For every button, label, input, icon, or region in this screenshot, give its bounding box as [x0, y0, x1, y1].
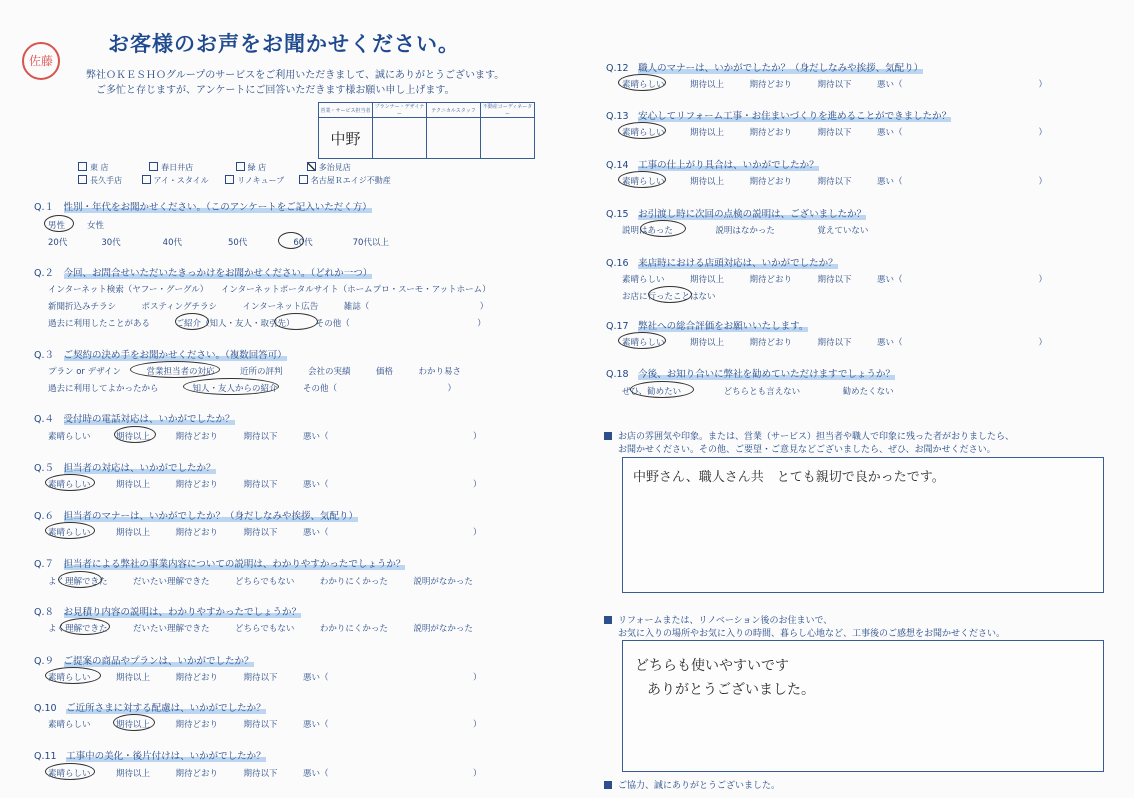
question-6: Q.６ 担当者のマナーは、いかがでしたか？（身だしなみや挨拶、気配り） [34, 511, 359, 522]
staff-header-sales: 営業・サービス担当者 [319, 103, 373, 118]
staff-table [318, 102, 535, 159]
answer-circle [45, 667, 101, 684]
answer-circle [114, 426, 156, 443]
branch-checkbox[interactable]: アイ・スタイル [142, 176, 209, 185]
q15-options: 説明はあった 説明はなかった 覚えていない [622, 226, 869, 236]
q2-row-2: 新聞折込みチラシ ポスティングチラシ インターネット広告 雑誌（ ） [48, 302, 489, 312]
staff-header-realestate: 不動産コーディネーター [481, 103, 535, 118]
q7-options: よく理解できた だいたい理解できた どちらでもない わかりにくかった 説明がなかった [48, 577, 473, 587]
branch-checkbox[interactable]: 長久手店 [78, 176, 122, 185]
staff-value-planner[interactable] [373, 118, 427, 159]
question-13: Q.13 安心してリフォーム工事・お住まいづくりを進めることができましたか？ [606, 111, 952, 122]
comment2-answer-line-2: ありがとうございました。 [647, 682, 815, 698]
q8-options: よく理解できた だいたい理解できた どちらでもない わかりにくかった 説明がなかった [48, 624, 473, 634]
q3-row-1: プラン or デザイン 営業担当者の対応 近所の評判 会社の実績 価格 わかり易さ [48, 367, 462, 377]
comment1-answer: 中野さん、職人さん共 とても親切で良かったです。 [633, 470, 945, 485]
option-age[interactable]: 70代以上 [352, 238, 389, 248]
branch-checkbox[interactable]: 名古屋Ｒエイジ不動産 [299, 176, 391, 185]
answer-circle [58, 571, 102, 588]
q2-row-1: インターネット検索（ヤフー・グーグル） インターネットポータルサイト（ホームプロ・スーモ・アットホーム） [48, 285, 491, 295]
option-female[interactable]: 女性 [87, 221, 105, 231]
branch-checkbox[interactable]: リノキューブ [225, 176, 284, 185]
comment2-prompt-2: お気に入りの場所やお気に入りの時間、暮らし心地など、工事後のご感想をお聞かせください。 [618, 629, 1006, 639]
q16-options: 素晴らしい 期待以上 期待どおり 期待以下 悪い（ ） [622, 275, 1048, 285]
branch-row-1 [78, 162, 351, 173]
q16-options-2: お店に行ったことはない [622, 292, 716, 302]
branch-checkbox[interactable]: 春日井店 [149, 163, 193, 172]
seal-stamp: 佐藤 [22, 42, 60, 80]
question-8: Q.８ お見積り内容の説明は、わかりやすかったでしょうか？ [34, 607, 302, 618]
answer-circle [45, 474, 95, 491]
question-17: Q.17 弊社への総合評価をお願いいたします。 [606, 321, 809, 332]
q3-row-2: 過去に利用してよかったから 知人・友人からの紹介 その他（ ） [48, 384, 457, 394]
question-1: Q.１ 性別・年代をお聞かせください。（このアンケートをご記入いただく方） [34, 202, 372, 213]
page-title: お客様のお声をお聞かせください。 [108, 32, 460, 56]
staff-header-planner: プランナー・デザイナー [373, 103, 427, 118]
staff-value-realestate[interactable] [481, 118, 535, 159]
option-age[interactable]: 40代 [162, 238, 182, 248]
branch-checkbox[interactable]: 東 店 [78, 163, 109, 172]
comment1-prompt-2: お聞かせください。その他、ご要望・ご意見などございましたら、ぜひ、お聞かせください。 [618, 445, 996, 455]
option-age[interactable]: 30代 [101, 238, 121, 248]
answer-circle [45, 522, 95, 539]
question-15: Q.15 お引渡し時に次回の点検の説明は、ございましたか？ [606, 209, 867, 220]
comment2-answer-line-1: どちらも使いやすいです [635, 658, 789, 674]
comment2-prompt-1: リフォームまたは、リノベーション後のお住まいで、 [604, 613, 832, 626]
answer-circle [130, 361, 220, 378]
option-male[interactable]: 男性 [48, 221, 66, 231]
q4-options: 素晴らしい 期待以上 期待どおり 期待以下 悪い（ ） [48, 432, 482, 442]
staff-value-technical[interactable] [427, 118, 481, 159]
q14-options: 素晴らしい 期待以上 期待どおり 期待以下 悪い（ ） [622, 177, 1048, 187]
option-age[interactable]: 20代 [48, 238, 68, 248]
branch-row-2 [78, 175, 391, 186]
intro-line-1: 弊社ＯＫＥＳＨＯグループのサービスをご利用いただきまして、誠にありがとうございます。 [86, 70, 505, 81]
q5-options: 素晴らしい 期待以上 期待どおり 期待以下 悪い（ ） [48, 480, 482, 490]
answer-circle [618, 332, 666, 349]
staff-header-technical: テクニカルスタッフ [427, 103, 481, 118]
question-14: Q.14 工事の仕上がり具合は、いかがでしたか？ [606, 160, 819, 171]
answer-circle [175, 313, 209, 330]
answer-circle [45, 763, 95, 780]
question-3: Q.３ ご契約の決め手をお聞かせください。（複数回答可） [34, 350, 287, 361]
answer-circle [274, 313, 318, 330]
comment2-answer-box[interactable] [622, 640, 1104, 772]
q13-options: 素晴らしい 期待以上 期待どおり 期待以下 悪い（ ） [622, 128, 1048, 138]
question-10: Q.10 ご近所さまに対する配慮は、いかがでしたか？ [34, 703, 266, 714]
intro-line-2: ご多忙と存じますが、アンケートにご回答いただきます様お願い申し上げます。 [96, 85, 455, 96]
staff-value-sales[interactable]: 中野 [319, 118, 373, 159]
q10-options: 素晴らしい 期待以上 期待どおり 期待以下 悪い（ ） [48, 720, 482, 730]
q18-options: ぜひ、勧めたい どちらとも言えない 勧めたくない [622, 387, 894, 397]
question-16: Q.16 来店時における店頭対応は、いかがでしたか？ [606, 258, 838, 269]
answer-circle [278, 232, 304, 249]
question-5: Q.５ 担当者の対応は、いかがでしたか？ [34, 463, 216, 474]
answer-circle [630, 381, 694, 398]
answer-circle [648, 286, 692, 303]
q6-options: 素晴らしい 期待以上 期待どおり 期待以下 悪い（ ） [48, 528, 482, 538]
q2-row-3: 過去に利用したことがある ご紹介（知人・友人・取引先） その他（ ） [48, 319, 486, 329]
answer-circle [618, 74, 666, 91]
comment1-answer-box[interactable] [622, 457, 1104, 593]
answer-circle [618, 122, 666, 139]
q17-options: 素晴らしい 期待以上 期待どおり 期待以下 悪い（ ） [622, 338, 1048, 348]
comment1-prompt-1: お店の雰囲気や印象。または、営業（サービス）担当者や職人で印象に残った者がおりましたら、 [604, 429, 1014, 442]
closing-message: ご協力、誠にありがとうございました。 [604, 778, 780, 791]
question-2: Q.２ 今回、お問合せいただいたきっかけをお聞かせください。（どれか一つ） [34, 268, 373, 279]
branch-checkbox[interactable]: 緑 店 [236, 163, 267, 172]
q1-age-options [48, 236, 411, 248]
question-9: Q.９ ご提案の商品やプランは、いかがでしたか？ [34, 656, 254, 667]
q9-options: 素晴らしい 期待以上 期待どおり 期待以下 悪い（ ） [48, 673, 482, 683]
option-age[interactable]: 60代 [293, 238, 313, 248]
option-age[interactable]: 50代 [227, 238, 248, 248]
question-18: Q.18 今後、お知り合いに弊社を勧めていただけますでしょうか？ [606, 369, 895, 380]
answer-circle [183, 378, 279, 395]
question-11: Q.11 工事中の美化・後片付けは、いかがでしたか？ [34, 751, 266, 762]
answer-circle [60, 618, 110, 635]
answer-circle [44, 215, 74, 232]
q12-options: 素晴らしい 期待以上 期待どおり 期待以下 悪い（ ） [622, 80, 1048, 90]
answer-circle [640, 220, 686, 237]
branch-checkbox[interactable]: 多治見店 [307, 163, 351, 172]
q11-options: 素晴らしい 期待以上 期待どおり 期待以下 悪い（ ） [48, 769, 482, 779]
question-4: Q.４ 受付時の電話対応は、いかがでしたか？ [34, 414, 235, 425]
answer-circle [618, 171, 666, 188]
question-12: Q.12 職人のマナーは、いかがでしたか？（身だしなみや挨拶、気配り） [606, 63, 924, 74]
answer-circle [113, 714, 155, 731]
question-7: Q.７ 担当者による弊社の事業内容についての説明は、わかりやすかったでしょうか？ [34, 559, 406, 570]
